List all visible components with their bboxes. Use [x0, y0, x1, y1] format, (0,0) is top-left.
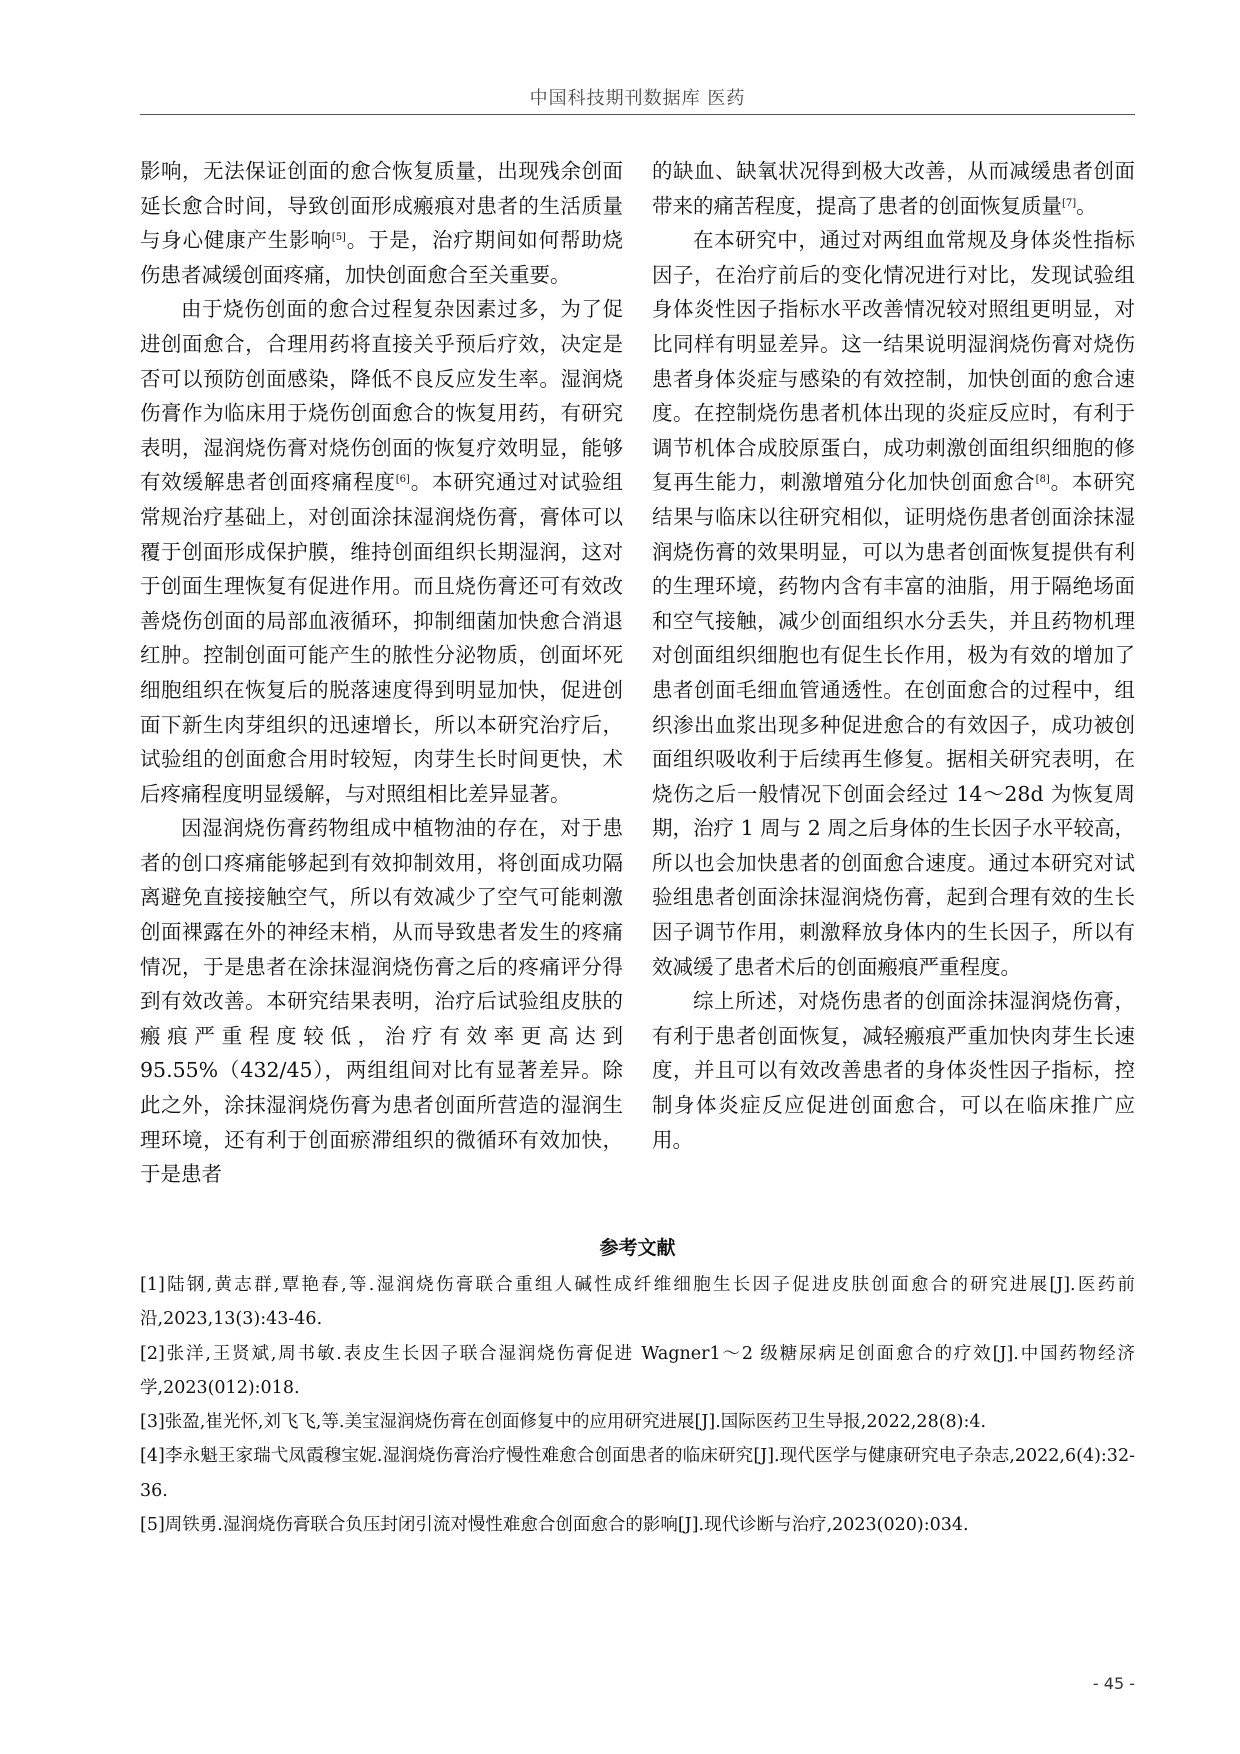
paragraph: 综上所述，对烧伤患者的创面涂抹湿润烧伤膏，有利于患者创面恢复，减轻瘢痕严重加快肉芽生长速度，并且可以有效改善患者的身体炎性因子指标，控制身体炎症反应促进创面愈合，可以在临床推广应用。: [652, 989, 1135, 1152]
running-header: 中国科技期刊数据库 医药: [529, 88, 746, 109]
reference-item: [1]陆钢,黄志群,覃艳春,等.湿润烧伤膏联合重组人碱性成纤维细胞生长因子促进皮肤创面愈合的研究进展[J].医药前沿,2023,13(3):43-46.: [140, 1275, 1135, 1330]
citation: [8]: [1035, 474, 1050, 486]
reference-item: [5]周铁勇.湿润烧伤膏联合负压封闭引流对慢性难愈合创面愈合的影响[J].现代诊断与治疗,2023(020):034.: [140, 1515, 969, 1536]
right-column: [652, 154, 1135, 1157]
page-number: - 45 -: [1092, 1674, 1135, 1693]
left-column: [140, 154, 623, 1192]
citation: [6]: [395, 474, 410, 486]
citation: [5]: [331, 232, 346, 244]
reference-item: [2]张洋,王贤斌,周书敏.表皮生长因子联合湿润烧伤膏促进 Wagner1～2 级糖尿病足创面愈合的疗效[J].中国药物经济学,2023(012):018.: [140, 1343, 1135, 1398]
citation: [7]: [1062, 197, 1077, 209]
reference-list: [140, 1268, 1135, 1542]
paragraph: 在本研究中，通过对两组血常规及身体炎性指标因子，在治疗前后的变化情况进行对比，发现试验组身体炎性因子指标水平改善情况较对照组更明显，对比同样有明显差异。这一结果说明湿润烧伤膏对烧伤患者身体炎症与感染的有效控制，加快创面的愈合速度。在控制烧伤患者机体出现的炎症反应时，有利于调节机体合成胶原蛋白，成功刺激创面组织细胞的修复再生能力，刺激增殖分化加快创面愈合[8]。本研究结果与临床以往研究相似，证明烧伤患者创面涂抹湿润烧伤膏的效果明显，可以为患者创面恢复提供有利的生理环境，药物内含有丰富的油脂，用于隔绝场面和空气接触，减少创面组织水分丢失，并且药物机理对创面组织细胞也有促生长作用，极为有效的增加了患者创面毛细血管通透性。在创面愈合的过程中，组织渗出血浆出现多种促进愈合的有效因子，成功被创面组织吸收利于后续再生修复。据相关研究表明，在烧伤之后一般情况下创面会经过 14～28d 为恢复周期，治疗 1 周与 2 周之后身体的生长因子水平较高，所以也会加快患者的创面愈合速度。通过本研究对试验组患者创面涂抹湿润烧伤膏，起到合理有效的生长因子调节作用，刺激释放身体内的生长因子，所以有效减缓了患者术后的创面瘢痕严重程度。: [652, 228, 1136, 979]
reference-item: [4]李永魁王家瑞弋凤霞穆宝妮.湿润烧伤膏治疗慢性难愈合创面患者的临床研究[J].现代医学与健康研究电子杂志,2022,6(4):32-36.: [140, 1446, 1135, 1501]
paragraph: 影响，无法保证创面的愈合恢复质量，出现残余创面延长愈合时间，导致创面形成瘢痕对患者的生活质量与身心健康产生影响[5]。于是，治疗期间如何帮助烧伤患者减缓创面疼痛，加快创面愈合至关重要。: [140, 159, 624, 287]
paragraph: 因湿润烧伤膏药物组成中植物油的存在，对于患者的创口疼痛能够起到有效抑制效用，将创面成功隔离避免直接接触空气，所以有效减少了空气可能刺激创面裸露在外的神经末梢，从而导致患者发生的疼痛情况，于是患者在涂抹湿润烧伤膏之后的疼痛评分得到有效改善。本研究结果表明，治疗后试验组皮肤的瘢痕严重程度较低，治疗有效率更高达到 95.55%（432/45），两组组间对比有显著差异。除此之外，涂抹湿润烧伤膏为患者创面所营造的湿润生理环境，还有利于创面瘀滞组织的微循环有效加快，于是患者: [140, 816, 623, 1187]
paragraph: 的缺血、缺氧状况得到极大改善，从而减缓患者创面带来的痛苦程度，提高了患者的创面恢复质量[7]。: [652, 159, 1135, 218]
header-rule: [140, 114, 1135, 115]
reference-item: [3]张盈,崔光怀,刘飞飞,等.美宝湿润烧伤膏在创面修复中的应用研究进展[J].国际医药卫生导报,2022,28(8):4.: [140, 1412, 987, 1433]
references-title: 参考文献: [599, 1237, 676, 1259]
paragraph: 由于烧伤创面的愈合过程复杂因素过多，为了促进创面愈合，合理用药将直接关乎预后疗效，决定是否可以预防创面感染，降低不良反应发生率。湿润烧伤膏作为临床用于烧伤创面愈合的恢复用药，有研究表明，湿润烧伤膏对烧伤创面的恢复疗效明显，能够有效缓解患者创面疼痛程度[6]。本研究通过对试验组常规治疗基础上，对创面涂抹湿润烧伤膏，膏体可以覆于创面形成保护膜，维持创面组织长期湿润，这对于创面生理恢复有促进作用。而且烧伤膏还可有效改善烧伤创面的局部血液循环，抑制细菌加快愈合消退红肿。控制创面可能产生的脓性分泌物质，创面坏死细胞组织在恢复后的脱落速度得到明显加快，促进创面下新生肉芽组织的迅速增长，所以本研究治疗后，试验组的创面愈合用时较短，肉芽生长时间更快，术后疼痛程度明显缓解，与对照组相比差异显著。: [140, 297, 624, 806]
